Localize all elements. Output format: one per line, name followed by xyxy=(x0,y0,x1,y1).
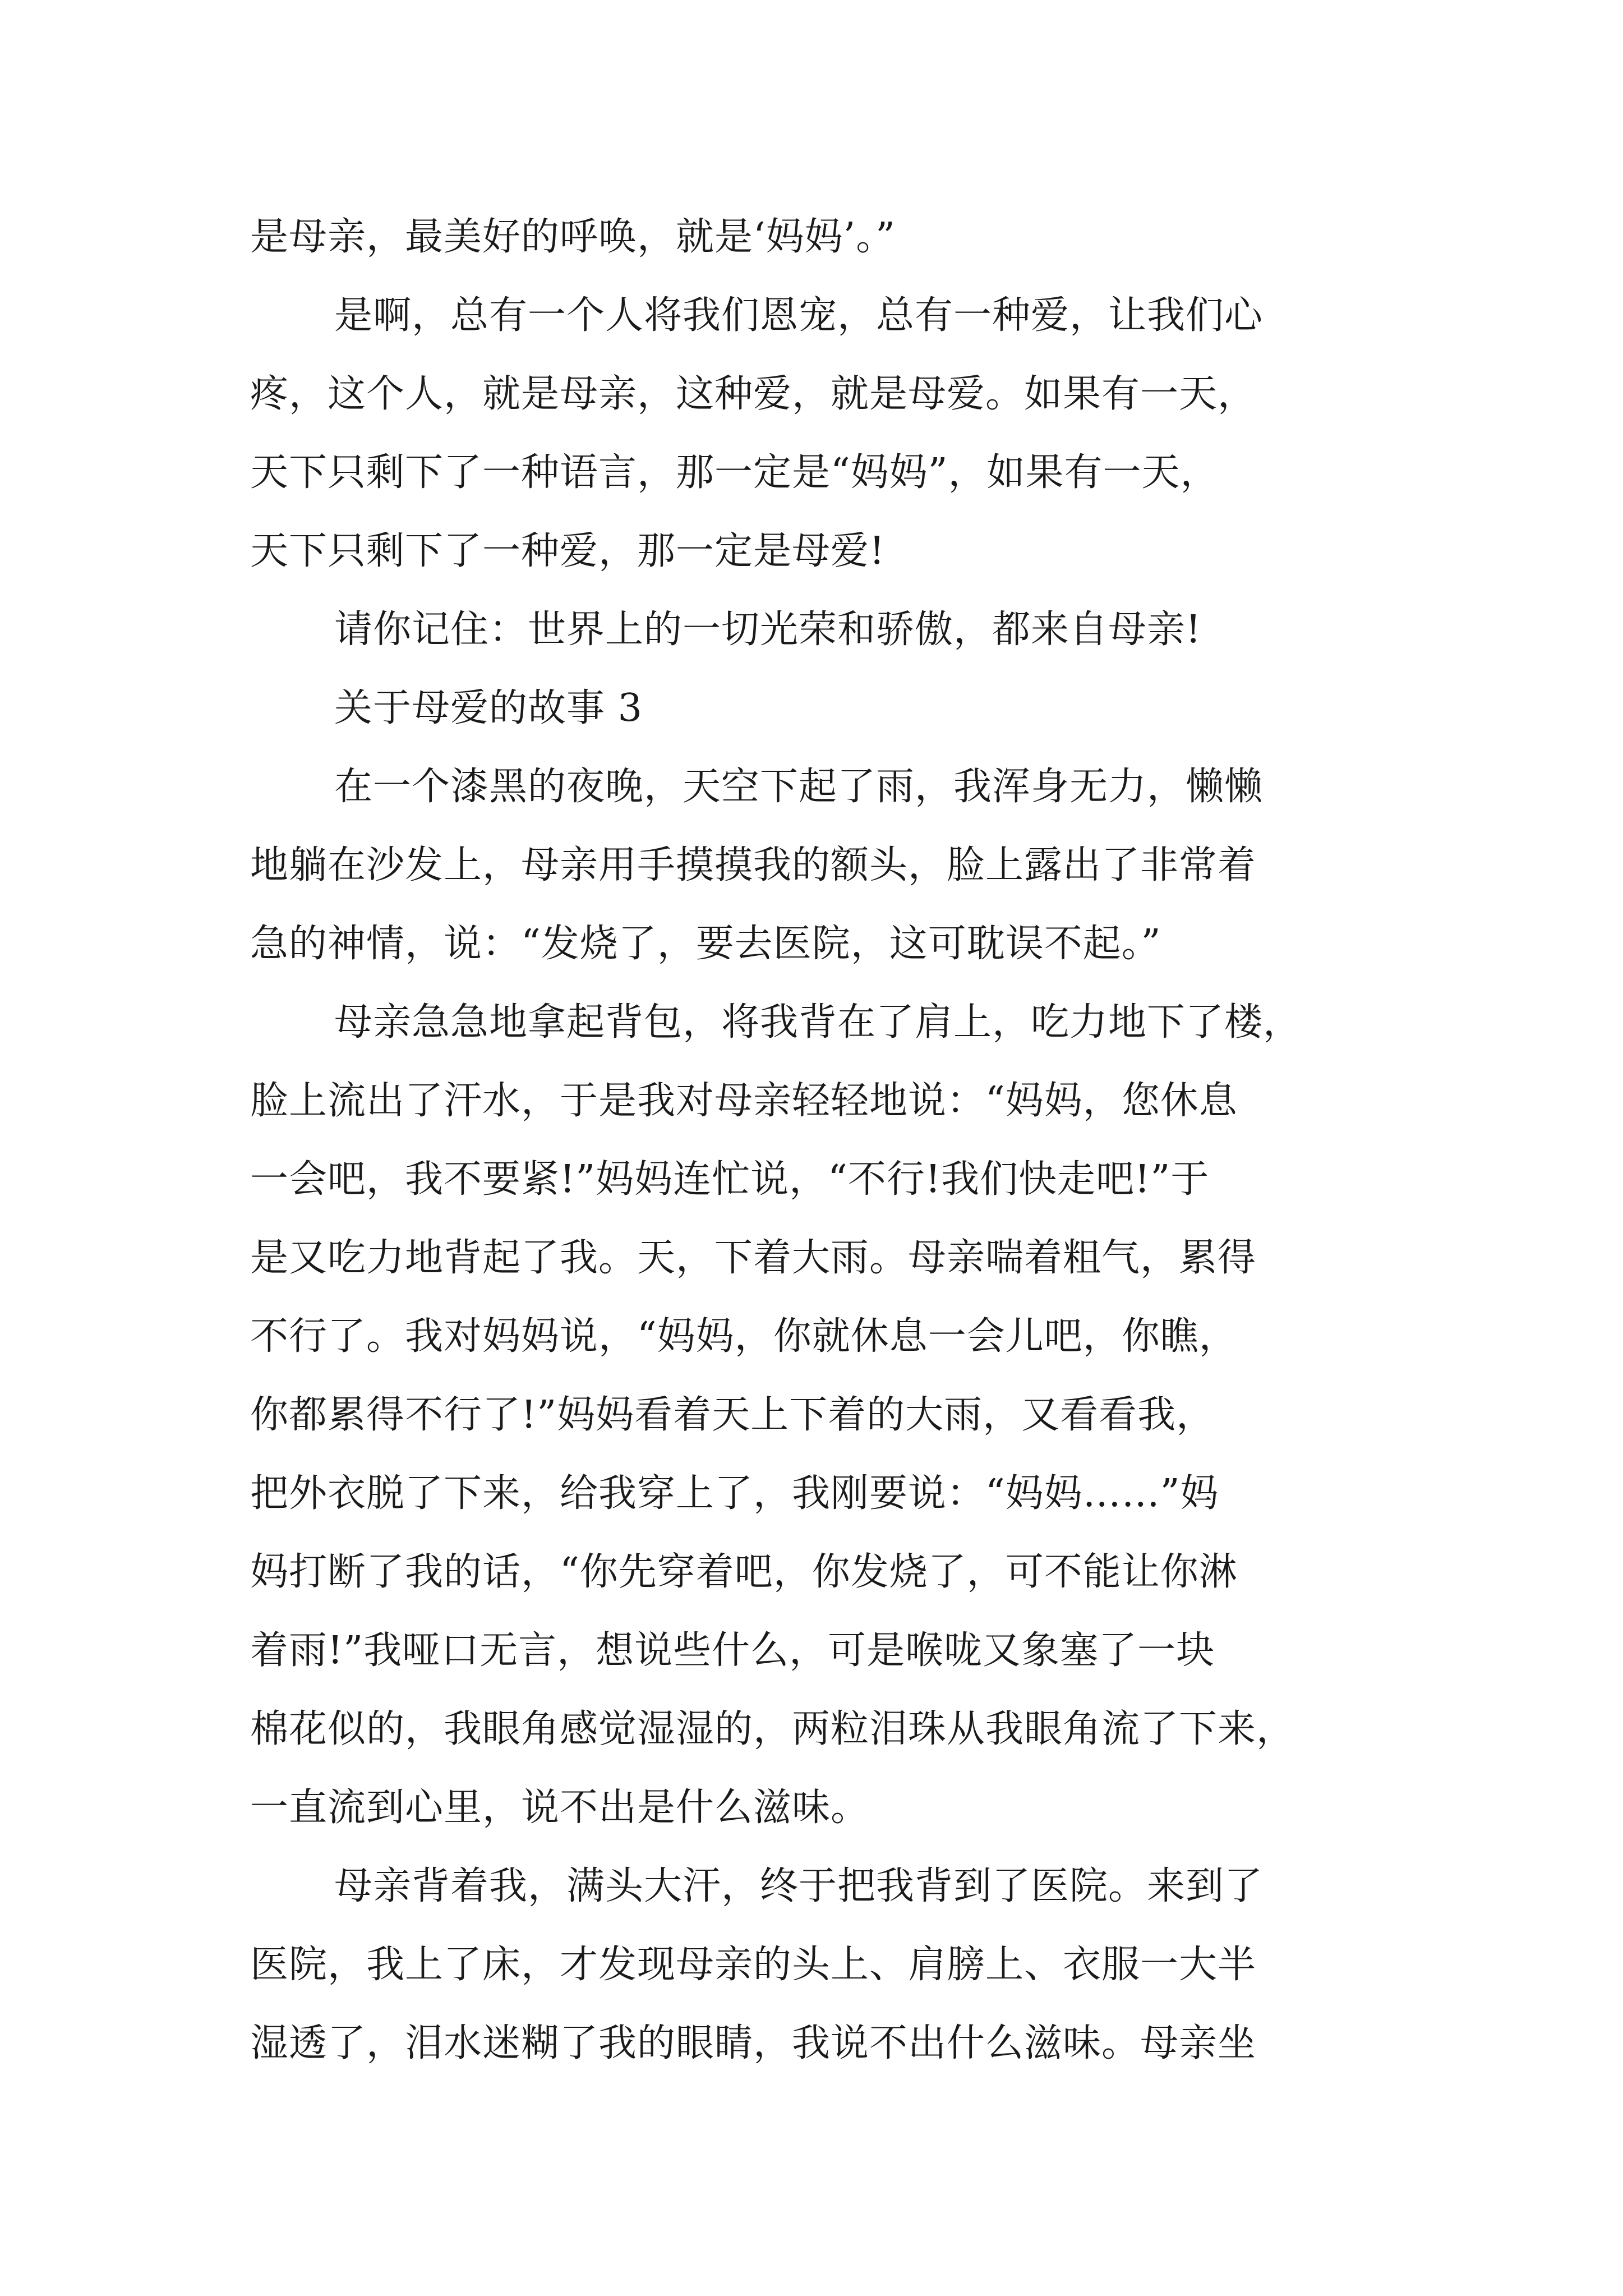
text-line: 是又吃力地背起了我。天，下着大雨。母亲喘着粗气，累得 xyxy=(250,1236,1257,1280)
text-line: 你都累得不行了!”妈妈看着天上下着的大雨，又看看我， xyxy=(250,1393,1215,1437)
text-line: 天下只剩下了一种爱，那一定是母爱! xyxy=(250,529,886,573)
text-line: 是母亲，最美好的呼唤，就是‘妈妈’。” xyxy=(250,215,896,259)
text-line: 一直流到心里，说不出是什么滋味。 xyxy=(250,1786,870,1830)
text-line: 急的神情，说：“发烧了，要去医院，这可耽误不起。” xyxy=(250,922,1161,966)
text-line: 地躺在沙发上，母亲用手摸摸我的额头，脸上露出了非常着 xyxy=(250,843,1257,887)
text-line: 是啊，总有一个人将我们恩宠，总有一种爱，让我们心 xyxy=(334,293,1264,338)
text-line: 棉花似的，我眼角感觉湿湿的，两粒泪珠从我眼角流了下来， xyxy=(250,1707,1295,1751)
text-line: 天下只剩下了一种语言，那一定是“妈妈”，如果有一天， xyxy=(250,450,1219,495)
text-line: 湿透了，泪水迷糊了我的眼睛，我说不出什么滋味。母亲坐 xyxy=(250,2021,1257,2065)
text-line: 在一个漆黑的夜晚，天空下起了雨，我浑身无力，懒懒 xyxy=(334,765,1264,809)
text-line: 请你记住：世界上的一切光荣和骄傲，都来自母亲! xyxy=(334,608,1202,652)
text-line: 把外衣脱了下来，给我穿上了，我刚要说：“妈妈……”妈 xyxy=(250,1471,1219,1516)
text-line: 母亲背着我，满头大汗，终于把我背到了医院。来到了 xyxy=(334,1864,1264,1908)
text-line: 母亲急急地拿起背包，将我背在了肩上，吃力地下了楼， xyxy=(334,1000,1302,1045)
text-line: 医院，我上了床，才发现母亲的头上、肩膀上、衣服一大半 xyxy=(250,1943,1257,1987)
text-line: 脸上流出了汗水，于是我对母亲轻轻地说：“妈妈，您休息 xyxy=(250,1079,1238,1123)
text-line: 着雨!”我哑口无言，想说些什么，可是喉咙又象塞了一块 xyxy=(250,1628,1215,1673)
text-line: 妈打断了我的话，“你先穿着吧，你发烧了，可不能让你淋 xyxy=(250,1550,1238,1594)
section-heading: 关于母爱的故事 3 xyxy=(334,686,643,730)
text-line: 一会吧，我不要紧!”妈妈连忙说，“不行!我们快走吧!”于 xyxy=(250,1157,1210,1202)
text-line: 不行了。我对妈妈说，“妈妈，你就休息一会儿吧，你瞧， xyxy=(250,1314,1238,1359)
text-line: 疼，这个人，就是母亲，这种爱，就是母爱。如果有一天， xyxy=(250,372,1257,416)
